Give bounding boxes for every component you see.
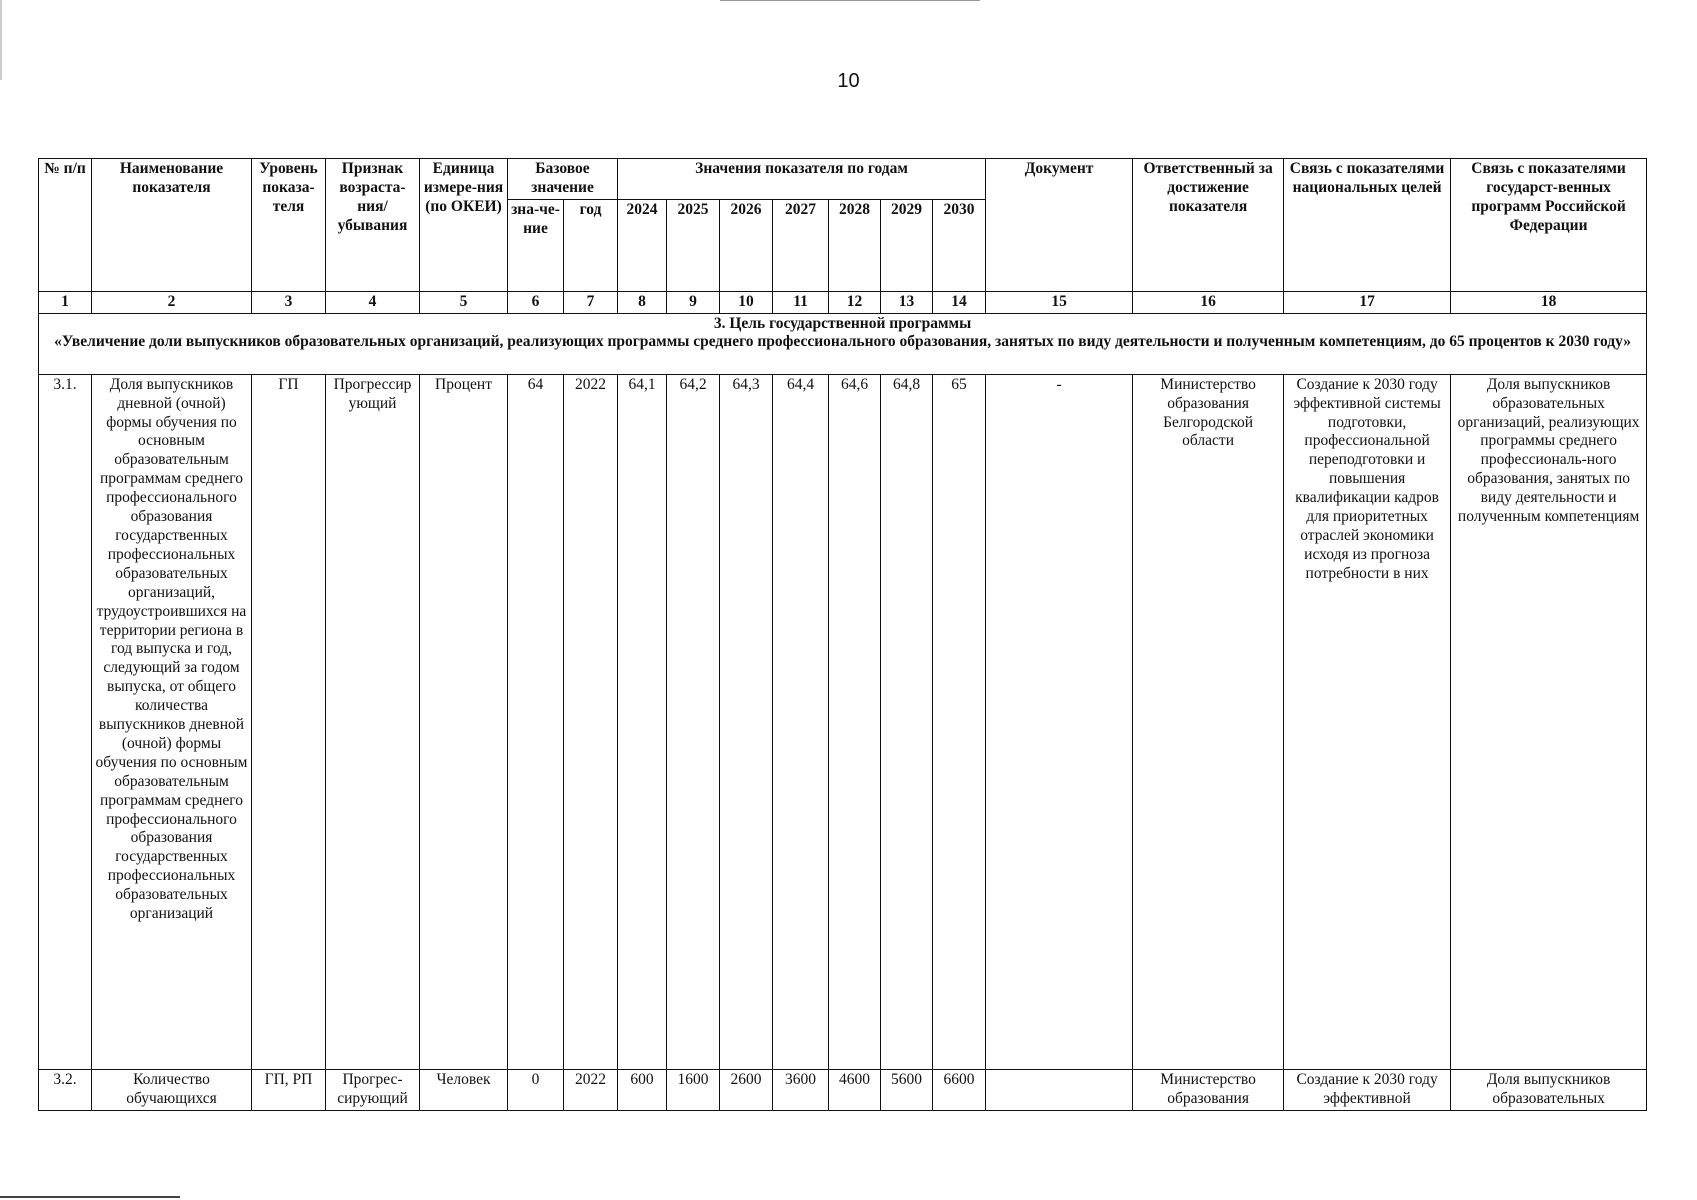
goal-title: 3. Цель государственной программы — [713, 314, 972, 332]
row-name: Доля выпускников дневной (очной) формы обучения по основным образовательным программам среднего профессионального образования государственных профессиональных образовательных организаций, трудоустроившихся на территории региона в год выпуска и год, следующий за годом выпуска, от общего количества выпускников дневной (очной) формы обучения по основным образовательным программам среднего профессионального образования государственных профессиональных образовательных организаций — [92, 374, 252, 1069]
col-header-year-2030: 2030 — [933, 199, 986, 291]
col-header-base: Базовое значение — [508, 159, 618, 200]
col-header-year-2024: 2024 — [618, 199, 667, 291]
row-trend: Прогрессир ующий — [326, 374, 420, 1069]
col-header-state: Связь с показателями государст-венных программ Российской Федерации — [1451, 159, 1647, 292]
row-value-2030: 65 — [933, 374, 986, 1069]
row-base-year: 2022 — [564, 374, 618, 1069]
col-number: 8 — [618, 291, 667, 313]
col-header-num: № п/п — [39, 159, 92, 292]
col-number: 1 — [39, 291, 92, 313]
row-responsible: Министерство образования — [1133, 1069, 1284, 1110]
col-number: 15 — [986, 291, 1133, 313]
row-value-2026: 64,3 — [720, 374, 773, 1069]
row-unit: Человек — [420, 1069, 508, 1110]
row-unit: Процент — [420, 374, 508, 1069]
row-value-2028: 64,6 — [829, 374, 881, 1069]
row-trend: Прогрес-сирующий — [326, 1069, 420, 1110]
row-level: ГП, РП — [252, 1069, 326, 1110]
col-number: 9 — [667, 291, 720, 313]
col-number: 10 — [720, 291, 773, 313]
col-number: 17 — [1284, 291, 1451, 313]
col-header-trend: Признак возраста-ния/ убывания — [326, 159, 420, 292]
goal-row — [39, 313, 1647, 374]
row-national-link: Создание к 2030 году эффективной системы подготовки, профессиональной переподготовки и повышения квалификации кадров для приоритетных отраслей экономики исходя из прогноза потребности в них — [1284, 374, 1451, 1069]
row-document: - — [986, 374, 1133, 1069]
col-header-year-2026: 2026 — [720, 199, 773, 291]
row-national-link: Создание к 2030 году эффективной — [1284, 1069, 1451, 1110]
row-value-2028: 4600 — [829, 1069, 881, 1110]
col-number: 2 — [92, 291, 252, 313]
row-level: ГП — [252, 374, 326, 1069]
col-number: 12 — [829, 291, 881, 313]
col-header-base-year: год — [564, 199, 618, 291]
col-header-responsible: Ответственный за достижение показателя — [1133, 159, 1284, 292]
row-num: 3.1. — [39, 374, 92, 1069]
col-number: 13 — [881, 291, 933, 313]
row-document — [986, 1069, 1133, 1110]
col-number: 5 — [420, 291, 508, 313]
col-header-document: Документ — [986, 159, 1133, 292]
row-value-2024: 600 — [618, 1069, 667, 1110]
row-value-2027: 64,4 — [773, 374, 829, 1069]
row-name: Количество обучающихся — [92, 1069, 252, 1110]
row-value-2025: 1600 — [667, 1069, 720, 1110]
col-number: 6 — [508, 291, 564, 313]
indicators-table — [38, 158, 1647, 1111]
scan-left-edge — [0, 0, 2, 80]
row-num: 3.2. — [39, 1069, 92, 1110]
row-base-year: 2022 — [564, 1069, 618, 1110]
col-header-name: Наименование показателя — [92, 159, 252, 292]
table-row — [39, 374, 1647, 1069]
col-number: 18 — [1451, 291, 1647, 313]
page-number: 10 — [837, 70, 860, 92]
row-value-2030: 6600 — [933, 1069, 986, 1110]
col-header-year-2029: 2029 — [881, 199, 933, 291]
col-number: 3 — [252, 291, 326, 313]
row-value-2029: 5600 — [881, 1069, 933, 1110]
scan-bottom-rule — [0, 1196, 180, 1198]
col-header-unit: Единица измере-ния (по ОКЕИ) — [420, 159, 508, 292]
col-number: 16 — [1133, 291, 1284, 313]
col-number: 14 — [933, 291, 986, 313]
row-value-2029: 64,8 — [881, 374, 933, 1069]
row-value-2026: 2600 — [720, 1069, 773, 1110]
col-header-years-group: Значения показателя по годам — [618, 159, 986, 200]
table-row — [39, 1069, 1647, 1110]
col-number: 7 — [564, 291, 618, 313]
row-responsible: Министерство образования Белгородской области — [1133, 374, 1284, 1069]
col-number: 4 — [326, 291, 420, 313]
col-header-base-value: зна-че-ние — [508, 199, 564, 291]
col-header-year-2025: 2025 — [667, 199, 720, 291]
row-base-value: 64 — [508, 374, 564, 1069]
col-header-year-2028: 2028 — [829, 199, 881, 291]
goal-text: «Увеличение доли выпускников образовательных организаций, реализующих программы среднего профессионального образования, занятых по виду деятельности и полученным компетенциям, до 65 процентов к 2030 году» — [54, 333, 1632, 351]
col-header-level: Уровень показа-теля — [252, 159, 326, 292]
scan-top-rule — [720, 0, 980, 1]
goal-cell — [39, 313, 1647, 374]
col-header-year-2027: 2027 — [773, 199, 829, 291]
row-value-2024: 64,1 — [618, 374, 667, 1069]
row-value-2025: 64,2 — [667, 374, 720, 1069]
row-state-link: Доля выпускников образовательных — [1451, 1069, 1647, 1110]
col-number: 11 — [773, 291, 829, 313]
row-state-link: Доля выпускников образовательных организаций, реализующих программы среднего профессиональ-ного образования, занятых по виду деятельности и полученным компетенциям — [1451, 374, 1647, 1069]
col-header-national: Связь с показателями национальных целей — [1284, 159, 1451, 292]
row-base-value: 0 — [508, 1069, 564, 1110]
row-value-2027: 3600 — [773, 1069, 829, 1110]
